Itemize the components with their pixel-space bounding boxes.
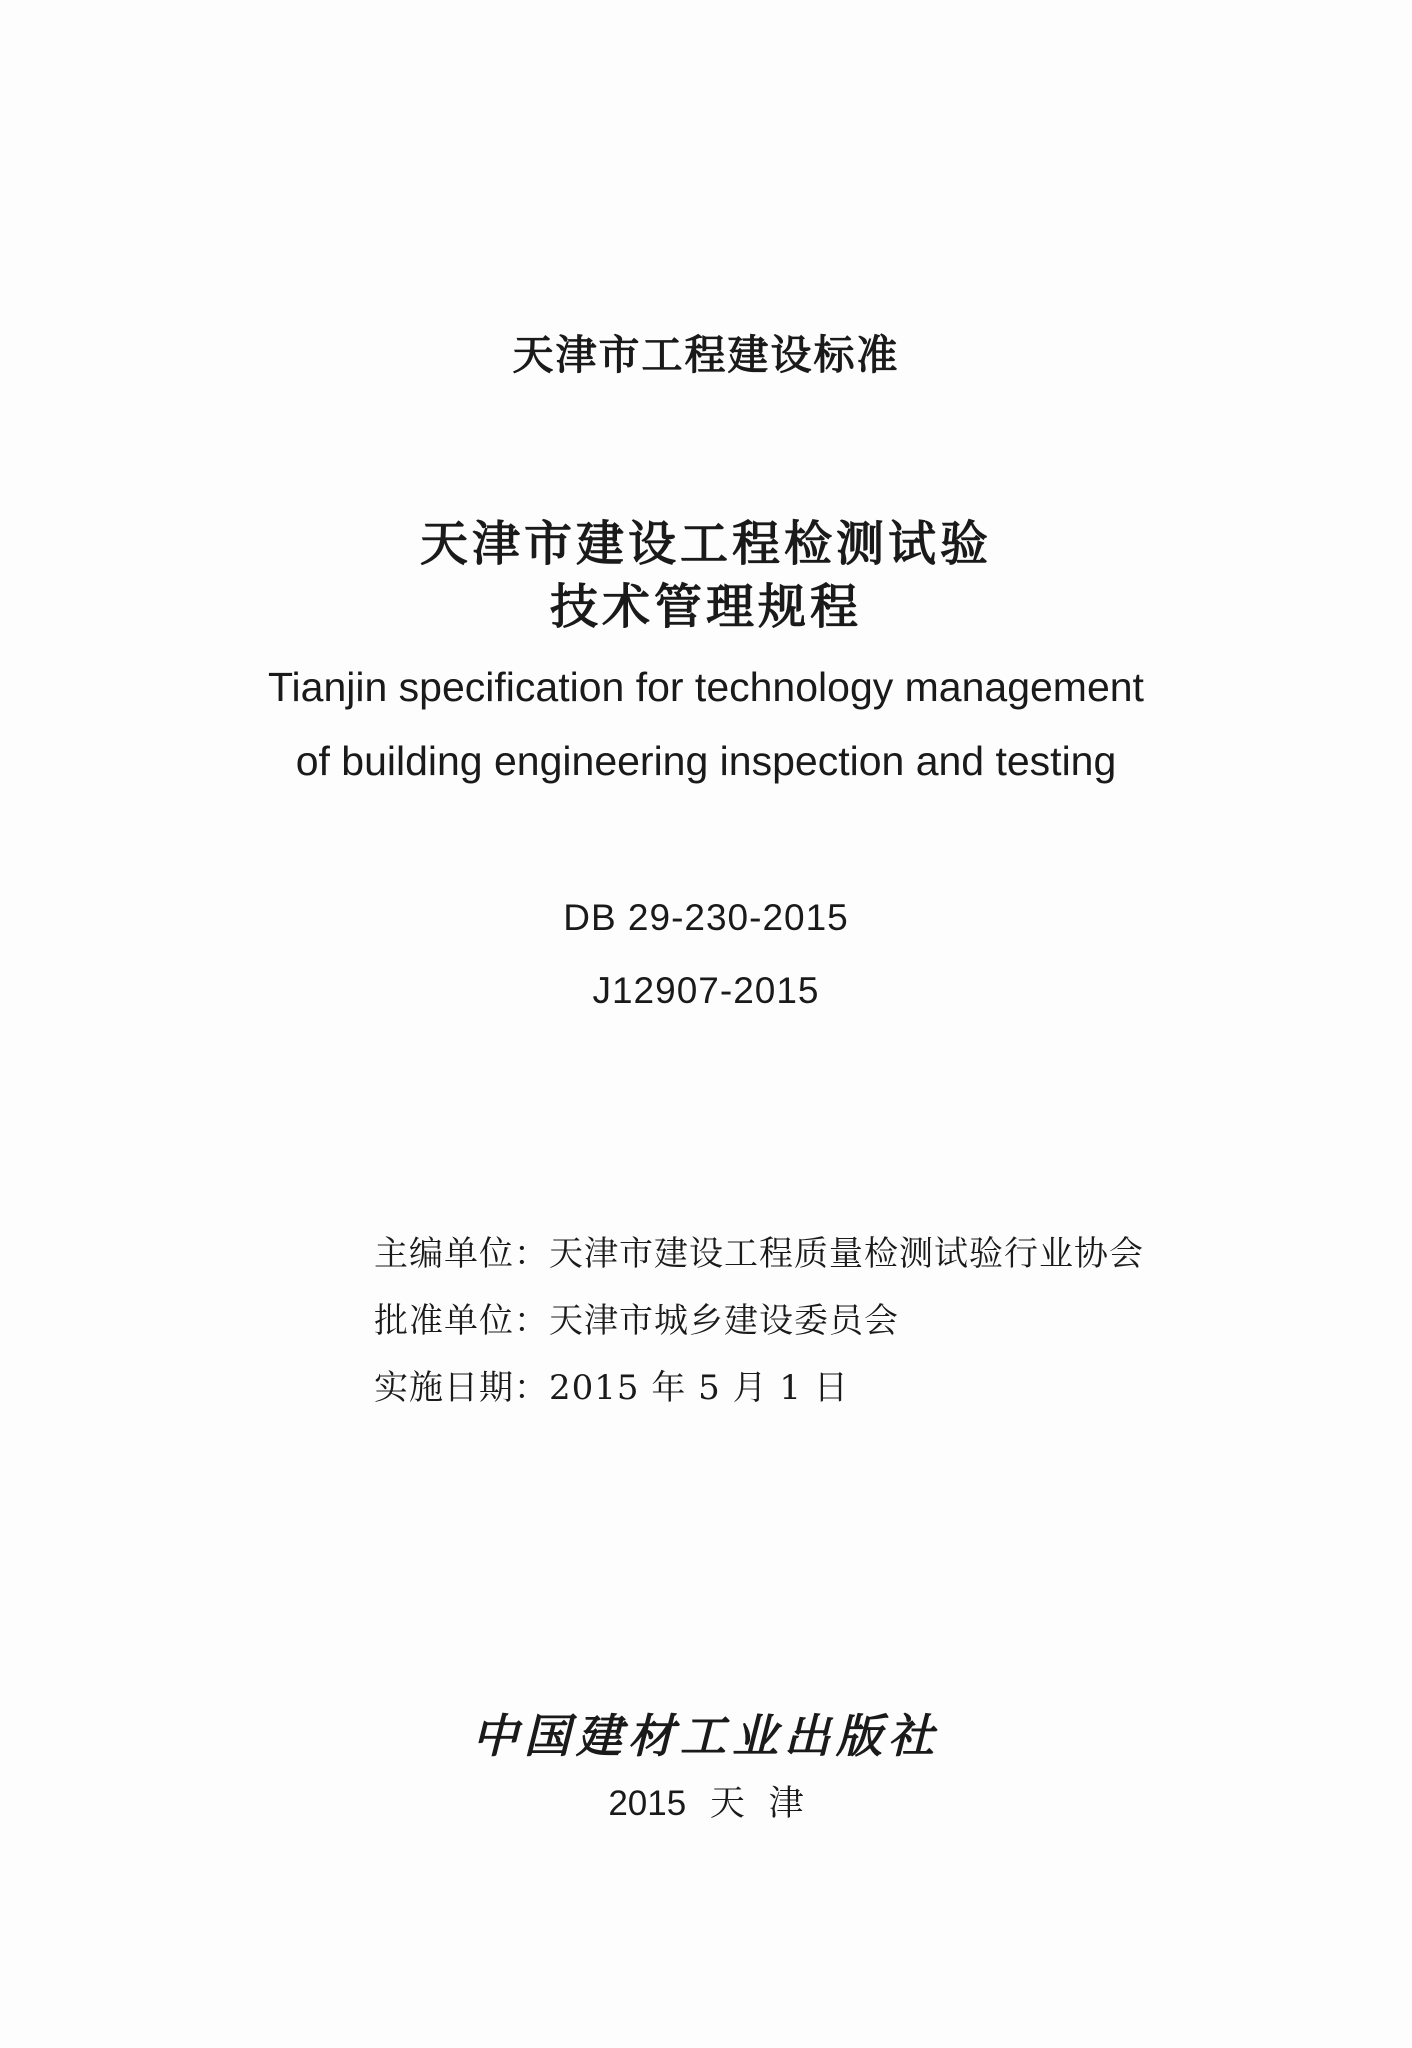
approver-row — [374, 1293, 899, 1342]
standard-code-j: J12907-2015 — [592, 970, 820, 1011]
title-cn-line2: 技术管理规程 — [549, 579, 862, 635]
title-cn-line1: 天津市建设工程检测试验 — [419, 516, 992, 572]
standard-code-db: DB 29-230-2015 — [563, 897, 849, 938]
imprint-line: 2015 天 津 — [608, 1784, 804, 1823]
date-label: 实施日期： — [374, 1368, 549, 1408]
title-en-line2: of building engineering inspection and testing — [295, 738, 1117, 784]
effective-date-row — [374, 1360, 849, 1409]
approver-value: 天津市城乡建设委员会 — [549, 1301, 899, 1341]
editor-label: 主编单位： — [374, 1234, 549, 1274]
title-en-line1: Tianjin specification for technology management — [268, 664, 1144, 710]
approver-label: 批准单位： — [374, 1301, 549, 1341]
editor-value: 天津市建设工程质量检测试验行业协会 — [549, 1234, 1144, 1274]
publisher-name: 中国建材工业出版社 — [472, 1709, 940, 1763]
date-value: 2015 年 5 月 1 日 — [549, 1368, 849, 1408]
editor-row — [374, 1226, 1144, 1275]
series-title: 天津市工程建设标准 — [512, 331, 900, 379]
